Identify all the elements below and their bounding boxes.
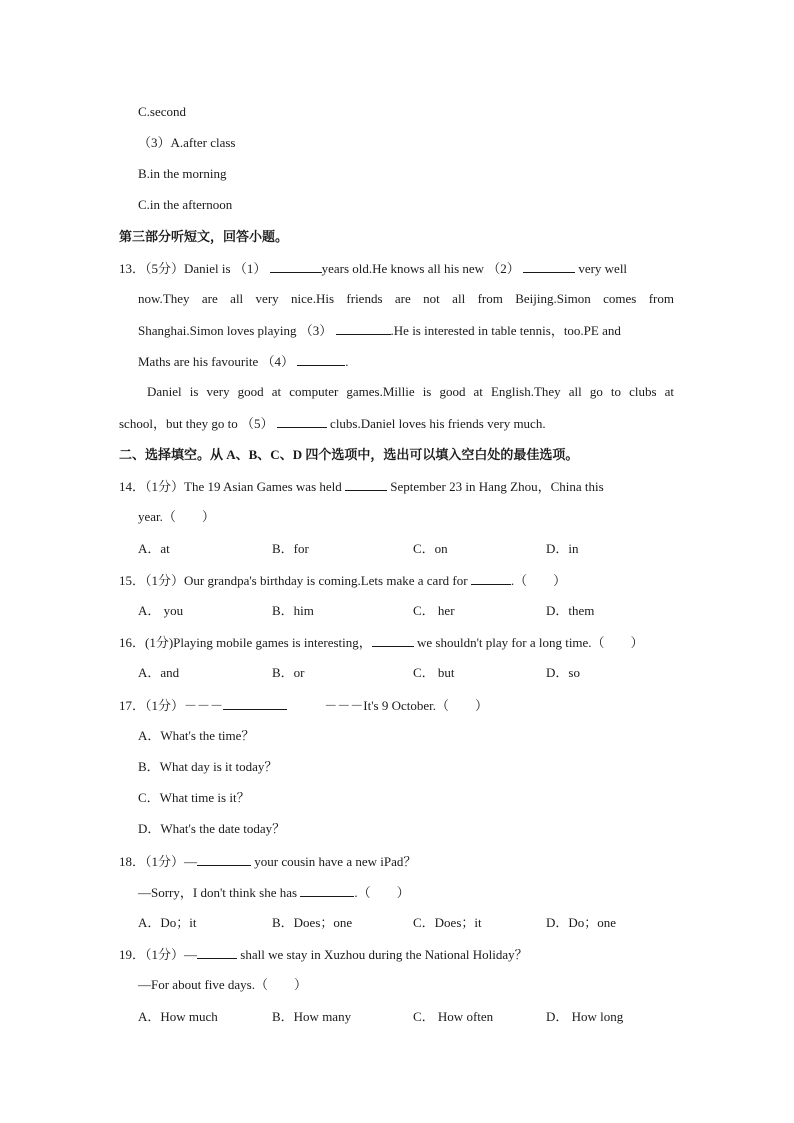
q18-blank-1 [197, 852, 251, 866]
q17-line1: 17．（1分）－－－ －－－It's 9 October.（ ） [119, 698, 489, 713]
q14-line2: year.（ ） [138, 509, 215, 524]
q13-line5: Daniel is very good at computer games.Millie is good at English.They all go to clubs at [147, 384, 674, 399]
q13-3-option-c: C.in the afternoon [138, 197, 233, 212]
blank-2 [523, 259, 575, 273]
section2-heading: 二、选择填空。从 A、B、C、D 四个选项中，选出可以填入空白处的最佳选项。 [119, 447, 579, 462]
q18-line2: —Sorry，I don't think she has .（ ） [138, 885, 410, 900]
q15-option-d: D．them [546, 603, 595, 618]
q14-blank [345, 477, 387, 491]
blank-3 [336, 321, 391, 335]
q18-blank-2 [300, 883, 354, 897]
q15-line1: 15．（1分）Our grandpa's birthday is coming.Lets make a card for .（ ） [119, 573, 567, 588]
q13-number: 13．（5分） [119, 261, 185, 276]
q14-line1: 14．（1分）The 19 Asian Games was held September 23 in Hang Zhou，China this [119, 479, 604, 494]
q14-option-a: A．at [138, 541, 170, 556]
q19-line2: —For about five days.（ ） [138, 977, 307, 992]
q13-line3: Shanghai.Simon loves playing （3） .He is interested in table tennis，too.PE and [138, 323, 621, 338]
q17-blank [223, 696, 287, 710]
q18-option-b: B．Does；one [272, 915, 353, 930]
q16-line1: 16．(1分)Playing mobile games is interesting， we shouldn't play for a long time.（ ） [119, 635, 644, 650]
q19-line1: 19．（1分）— shall we stay in Xuzhou during the National Holiday？ [119, 947, 528, 962]
q12-option-c: C.second [138, 104, 187, 119]
q13-3-option-b: B.in the morning [138, 166, 227, 181]
q18-option-c: C．Does；it [413, 915, 482, 930]
q16-option-d: D．so [546, 665, 580, 680]
q17-option-c: C．What time is it？ [138, 790, 250, 805]
q13-line2: now.They are all very nice.His friends are not all from Beijing.Simon comes from [138, 291, 674, 306]
blank-4 [297, 352, 345, 366]
q15-option-a: A． you [138, 603, 184, 618]
q14-option-b: B．for [272, 541, 309, 556]
q19-option-c: C． How often [413, 1009, 494, 1024]
q16-blank [372, 633, 414, 647]
q14-option-d: D．in [546, 541, 579, 556]
q16-option-c: C． but [413, 665, 455, 680]
q18-option-d: D．Do；one [546, 915, 617, 930]
q19-blank [197, 945, 237, 959]
q18-line1: 18．（1分）— your cousin have a new iPad？ [119, 854, 417, 869]
q19-option-a: A．How much [138, 1009, 218, 1024]
q13-line1: 13．（5分）Daniel is （1） years old.He knows all his new （2） very well [119, 261, 628, 276]
q13-line4: Maths are his favourite （4） . [138, 354, 349, 369]
q17-option-d: D．What's the date today？ [138, 821, 286, 836]
q14-option-c: C．on [413, 541, 448, 556]
q16-option-b: B．or [272, 665, 305, 680]
q17-option-b: B．What day is it today？ [138, 759, 278, 774]
q16-option-a: A．and [138, 665, 180, 680]
blank-5 [277, 414, 327, 428]
q13-3-option-a: （3）A.after class [138, 135, 236, 150]
q13-line6: school，but they go to （5） clubs.Daniel loves his friends very much. [119, 416, 546, 431]
q18-option-a: A．Do；it [138, 915, 197, 930]
q17-option-a: A．What's the time？ [138, 728, 255, 743]
q15-option-c: C． her [413, 603, 455, 618]
q15-option-b: B．him [272, 603, 314, 618]
blank-1 [270, 259, 322, 273]
q19-option-b: B．How many [272, 1009, 352, 1024]
q19-option-d: D． How long [546, 1009, 624, 1024]
part3-heading: 第三部分听短文，回答小题。 [119, 229, 289, 244]
q15-blank [471, 571, 511, 585]
